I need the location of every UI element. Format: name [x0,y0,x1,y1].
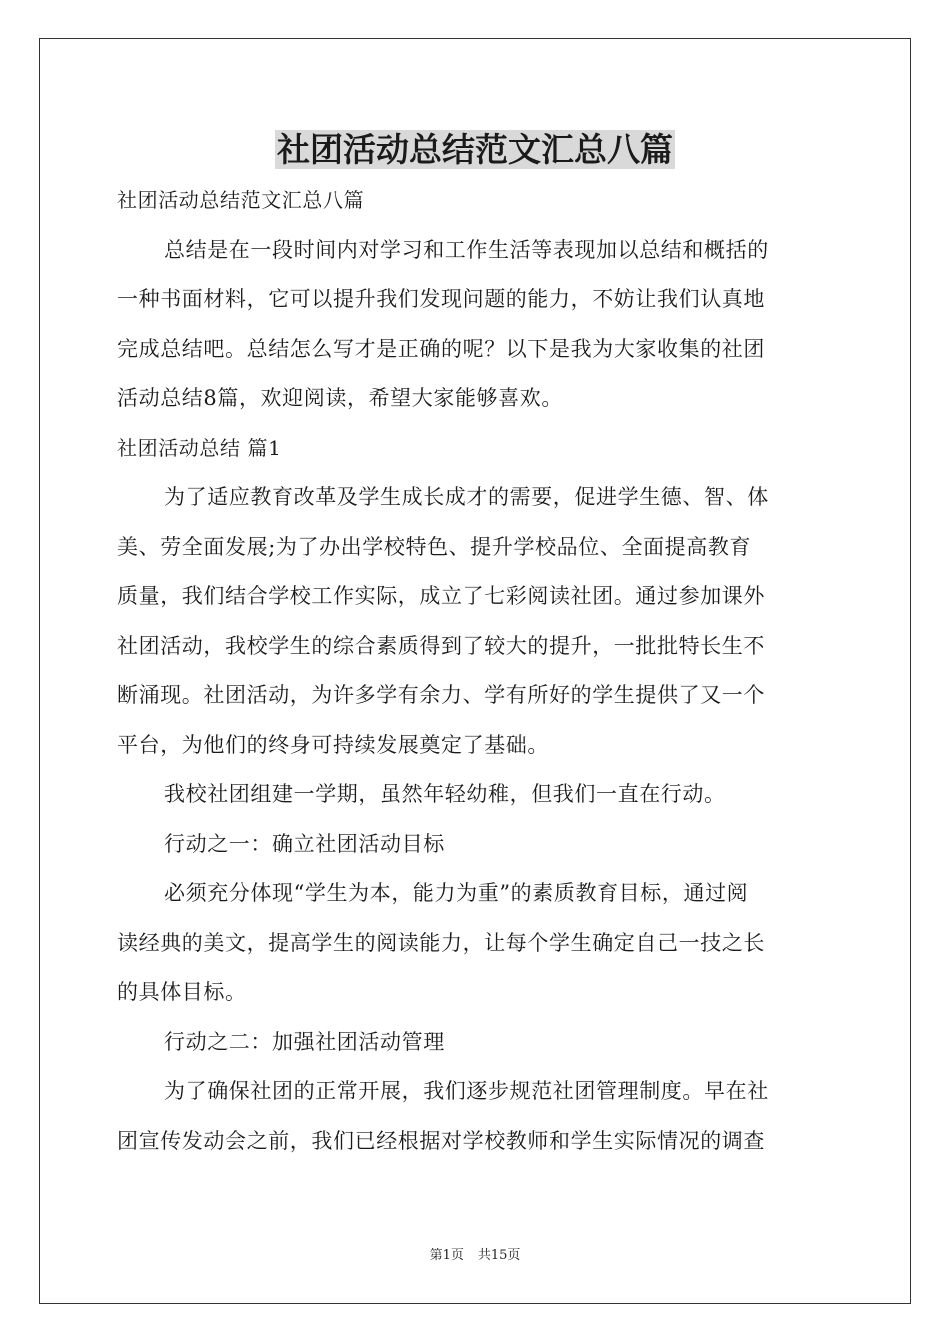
paragraph-line: 美、劳全面发展;为了办出学校特色、提升学校品位、全面提高教育 [117,534,752,559]
paragraph-line: 活动总结8篇，欢迎阅读，希望大家能够喜欢。 [117,386,563,410]
subheading-line: 行动之一：确立社团活动目标 [164,831,445,856]
paragraph-line: 一种书面材料，它可以提升我们发现问题的能力，不妨让我们认真地 [117,287,765,311]
page-number: 第1页 [429,1248,464,1263]
paragraph-line: 必须充分体现“学生为本，能力为重”的素质教育目标，通过阅 [164,881,749,905]
document-title [0,127,950,173]
subheading-line: 行动之二：加强社团活动管理 [164,1029,445,1054]
document-subtitle: 社团活动总结范文汇总八篇 [117,188,365,212]
paragraph-line: 我校社团组建一学期，虽然年轻幼稚，但我们一直在行动。 [164,782,726,806]
paragraph-line: 总结是在一段时间内对学习和工作生活等表现加以总结和概括的 [164,237,769,262]
paragraph-line: 社团活动，我校学生的综合素质得到了较大的提升，一批批特长生不 [117,633,765,658]
paragraph-line: 团宣传发动会之前，我们已经根据对学校教师和学生实际情况的调查 [117,1128,765,1153]
paragraph-line: 断涌现。社团活动，为许多学有余力、学有所好的学生提供了又一个 [117,683,765,707]
paragraph-line: 读经典的美文，提高学生的阅读能力，让每个学生确定自己一技之长 [117,930,765,955]
paragraph-line: 质量，我们结合学校工作实际，成立了七彩阅读社团。通过参加课外 [117,584,765,608]
paragraph-line: 为了适应教育改革及学生成长成才的需要，促进学生德、智、体 [164,485,769,509]
page-total: 共15页 [477,1248,521,1263]
document-title-text: 社团活动总结范文汇总八篇 [277,130,673,169]
page-footer [0,1247,950,1265]
section-heading: 社团活动总结 篇1 [117,435,282,460]
document-body [117,176,837,1166]
paragraph-line: 完成总结吧。总结怎么写才是正确的呢？以下是我为大家收集的社团 [117,336,765,361]
paragraph-line: 平台，为他们的终身可持续发展奠定了基础。 [117,732,549,757]
paragraph-line: 的具体目标。 [117,980,247,1004]
paragraph-line: 为了确保社团的正常开展，我们逐步规范社团管理制度。早在社 [164,1079,769,1103]
